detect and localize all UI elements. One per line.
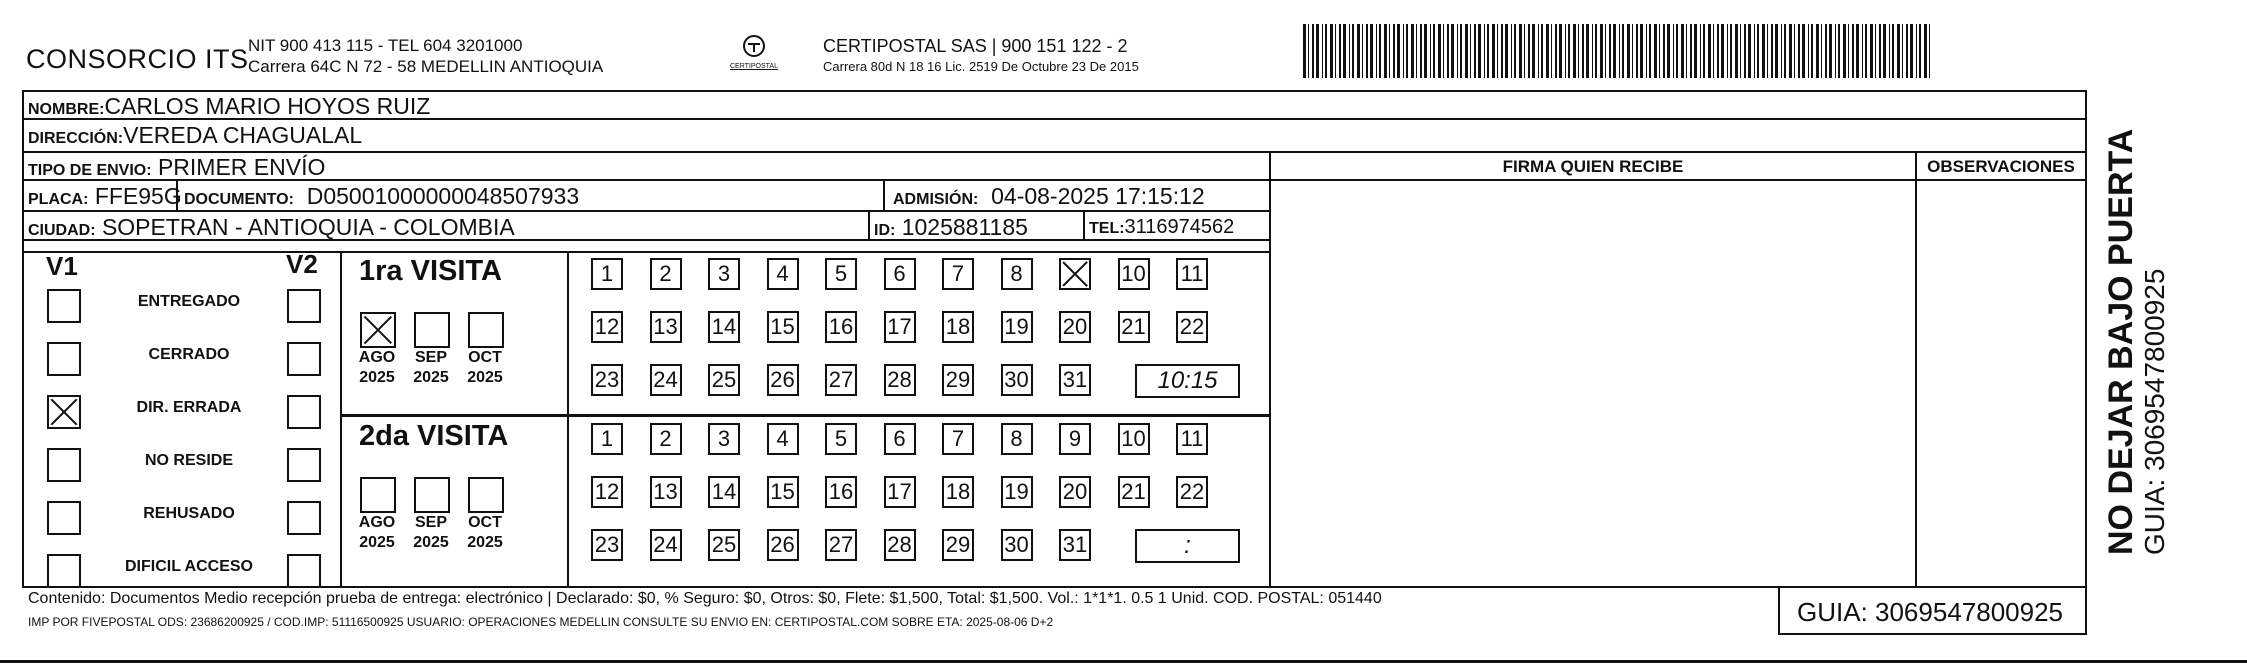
barcode-bar [1673,24,1674,78]
day-box[interactable]: 7 [942,258,974,290]
barcode-bar [1757,24,1759,78]
day-box[interactable]: 18 [942,311,974,343]
barcode-bar [1403,24,1404,78]
day-box[interactable]: 1 [591,423,623,455]
v1-checkbox[interactable] [47,554,81,588]
v1-checkbox[interactable] [47,501,81,535]
v2-checkbox[interactable] [287,342,321,376]
barcode-bar [1514,24,1516,78]
barcode-bar [1433,24,1435,78]
day-box[interactable]: 20 [1059,311,1091,343]
barcode-bar [1357,24,1360,78]
barcode-bar [1559,24,1562,78]
barcode-bar [1775,24,1778,78]
barcode-bar [1708,24,1711,78]
barcode-bar [1487,24,1489,78]
barcode-bar [1609,24,1611,78]
day-box[interactable]: 27 [825,529,857,561]
barcode-bar [1640,24,1643,78]
barcode-bar [1632,24,1633,78]
barcode-bar [1727,24,1728,78]
barcode-bar [1538,24,1539,78]
company-name: CONSORCIO ITS [26,44,249,74]
barcode-bar [1906,24,1908,78]
tel-label: TEL: [1089,220,1125,237]
time-box[interactable]: : [1135,529,1240,563]
barcode-bar [1856,24,1859,78]
barcode-bar [1600,24,1603,78]
day-box[interactable]: 1 [591,258,623,290]
barcode-bar [1312,24,1314,78]
day-box[interactable]: 7 [942,423,974,455]
barcode-bar [1322,24,1323,78]
nombre-value: CARLOS MARIO HOYOS RUIZ [104,93,431,119]
visit-title: 2da VISITA [359,420,509,452]
admision-row [893,183,1205,210]
certipostal-license: Carrera 80d N 18 16 Lic. 2519 De Octubre 23 De 2015 [823,59,1139,74]
v1-label: V1 [46,251,78,281]
barcode-bar [1767,24,1768,78]
month-label: SEP 2025 [413,514,449,551]
day-box[interactable] [1059,258,1091,290]
barcode-bar [1474,24,1476,78]
barcode-bar [1376,24,1377,78]
nombre-label: NOMBRE: [28,101,105,118]
barcode-bar [1484,24,1485,78]
day-box[interactable]: 30 [1001,529,1033,561]
barcode-bar [1325,24,1327,78]
side-guia: GUIA: 3069547800925 [2139,268,2170,555]
admision-label: ADMISIÓN: [893,191,979,208]
month-checkbox[interactable] [468,477,504,513]
day-box[interactable]: 21 [1118,476,1150,508]
v1-checkbox[interactable] [47,342,81,376]
day-box[interactable]: 6 [884,258,916,290]
barcode-bar [1613,24,1616,78]
day-box[interactable]: 23 [591,364,623,396]
barcode-bar [1541,24,1543,78]
barcode-bar [1730,24,1732,78]
v2-checkbox[interactable] [287,554,321,588]
day-box[interactable]: 25 [708,364,740,396]
tel-value: 3116974562 [1124,216,1235,238]
day-box[interactable]: 27 [825,364,857,396]
barcode-bar [1835,24,1836,78]
barcode-bar [1379,24,1381,78]
month-checkbox[interactable] [360,477,396,513]
day-box[interactable]: 16 [825,311,857,343]
barcode-bar [1929,24,1930,78]
barcode-bar [1694,24,1697,78]
barcode-bar [1586,24,1589,78]
barcode-bar [1438,24,1441,78]
barcode-bar [1511,24,1512,78]
day-box[interactable]: 3 [708,423,740,455]
barcode-bar [1659,24,1660,78]
v2-checkbox[interactable] [287,395,321,429]
documento-row [184,183,579,210]
barcode-bar [1829,24,1832,78]
barcode-bar [1843,24,1846,78]
day-box[interactable]: 19 [1001,311,1033,343]
barcode-bar [1568,24,1570,78]
barcode-bar [1524,24,1525,78]
barcode-bar [1497,24,1498,78]
month-checkbox[interactable] [414,312,450,348]
status-option-label: DIR. ERRADA [136,399,242,416]
barcode-bar [1717,24,1719,78]
barcode-bar [1762,24,1765,78]
barcode-bar [1528,24,1530,78]
day-box[interactable]: 15 [767,476,799,508]
month-checkbox[interactable] [414,477,450,513]
status-option-label: DIFICIL ACCESO [124,558,253,575]
status-option-label: CERRADO [148,346,230,363]
barcode-bar [1352,24,1354,78]
month-label: AGO 2025 [358,514,396,551]
barcode-bar [1875,24,1876,78]
day-box[interactable]: 17 [884,476,916,508]
barcode-bar [1443,24,1444,78]
barcode-bar [1703,24,1705,78]
barcode-bar [1919,24,1921,78]
barcode-bar [1627,24,1630,78]
barcode-bar [1883,24,1886,78]
barcode-bar [1848,24,1849,78]
month-label: OCT 2025 [467,349,503,386]
barcode-bar [1582,24,1584,78]
barcode-bar [1902,24,1903,78]
barcode-bar [1622,24,1624,78]
barcode-bar [1744,24,1746,78]
documento-label: DOCUMENTO: [184,191,294,208]
barcode-bar [1897,24,1900,78]
barcode-bar [1740,24,1741,78]
day-box[interactable]: 5 [825,258,857,290]
barcode-bar [1794,24,1795,78]
status-option-label: NO RESIDE [144,452,233,469]
day-box[interactable]: 8 [1001,258,1033,290]
barcode-bar [1686,24,1687,78]
documento-value: D05001000000048507933 [306,183,580,209]
day-box[interactable]: 24 [650,364,682,396]
day-box[interactable]: 19 [1001,476,1033,508]
barcode-bar [1362,24,1363,78]
ciudad-row [28,214,515,241]
month-label: AGO 2025 [358,349,396,386]
tipo-label: TIPO DE ENVIO: [28,162,152,179]
barcode-bar [1838,24,1840,78]
v1-checkbox[interactable] [47,289,81,323]
barcode-bar [1654,24,1657,78]
barcode-bar [1916,24,1917,78]
day-box[interactable]: 15 [767,311,799,343]
v1-checkbox[interactable] [47,448,81,482]
barcode-bar [1802,24,1805,78]
barcode-bar [1519,24,1522,78]
barcode-bar [1816,24,1819,78]
barcode-bar [1308,24,1309,78]
barcode-bar [1303,24,1306,78]
id-value: 1025881185 [901,214,1028,240]
logo-icon [739,34,769,58]
barcode-bar [1565,24,1566,78]
placa-value: FFE95G [94,183,182,209]
barcode-bar [1808,24,1809,78]
barcode-bar [1478,24,1481,78]
firma-header: FIRMA QUIEN RECIBE [1502,157,1684,176]
day-box[interactable]: 14 [708,311,740,343]
direccion-value: VEREDA CHAGUALAL [123,122,363,148]
barcode-bar [1546,24,1549,78]
day-box[interactable]: 14 [708,476,740,508]
placa-label: PLACA: [28,191,89,208]
barcode [1303,24,1937,78]
barcode-bar [1411,24,1414,78]
barcode-bar [1316,24,1319,78]
day-box[interactable]: 4 [767,258,799,290]
day-box[interactable]: 28 [884,529,916,561]
id-row [874,214,1028,241]
barcode-bar [1681,24,1684,78]
barcode-bar [1910,24,1913,78]
day-box[interactable]: 22 [1176,311,1208,343]
barcode-bar [1789,24,1792,78]
barcode-bar [1465,24,1468,78]
v2-checkbox[interactable] [287,448,321,482]
barcode-bar [1349,24,1350,78]
day-box[interactable]: 13 [650,311,682,343]
barcode-bar [1492,24,1495,78]
contenido-text: Contenido: Documentos Medio recepción prueba de entrega: electrónico | Declarado: $0, % Seguro: $0, Otros: $0, Flete: $1,500, Total: $1,500. Vol.: 1*1*1. 0.5 1 Unid. COD. POSTAL: 051440 [28,590,1382,607]
barcode-bar [1595,24,1597,78]
side-text [2102,129,2170,555]
direccion-row [28,122,362,149]
day-box[interactable]: 31 [1059,364,1091,396]
barcode-bar [1370,24,1373,78]
day-box[interactable]: 18 [942,476,974,508]
ciudad-label: CIUDAD: [28,222,96,239]
day-box[interactable]: 8 [1001,423,1033,455]
placa-row [28,183,182,210]
barcode-bar [1470,24,1471,78]
certipostal-info: CERTIPOSTAL SAS | 900 151 122 - 2 [823,36,1128,56]
barcode-bar [1551,24,1552,78]
day-box[interactable]: 20 [1059,476,1091,508]
barcode-bar [1663,24,1665,78]
day-box[interactable]: 29 [942,529,974,561]
footer-guia: GUIA: 3069547800925 [1797,597,2063,627]
barcode-bar [1330,24,1333,78]
barcode-bar [1416,24,1417,78]
barcode-bar [1892,24,1894,78]
day-box[interactable]: 2 [650,423,682,455]
v2-label: V2 [286,249,318,279]
barcode-bar [1389,24,1390,78]
tipo-row [28,154,325,181]
day-box[interactable]: 24 [650,529,682,561]
barcode-bar [1451,24,1454,78]
imp-text: IMP POR FIVEPOSTAL ODS: 23686200925 / COD.IMP: 51116500925 USUARIO: OPERACIONES MEDELLIN CONSULTE SU ENVIO EN: CERTIPOSTAL.COM SOBRE ETA: 2025-08-06 D+2 [28,615,1054,629]
barcode-bar [1862,24,1863,78]
day-box[interactable]: 11 [1176,423,1208,455]
month-checkbox[interactable] [360,312,396,348]
logo-caption: CERTIPOSTAL [730,63,778,70]
day-box[interactable]: 4 [767,423,799,455]
month-label: OCT 2025 [467,514,503,551]
day-box[interactable]: 28 [884,364,916,396]
barcode-bar [1924,24,1927,78]
barcode-bar [1605,24,1606,78]
v1-checkbox[interactable] [47,395,81,429]
barcode-bar [1573,24,1576,78]
barcode-bar [1646,24,1647,78]
barcode-bar [1393,24,1395,78]
barcode-bar [1667,24,1670,78]
barcode-bar [1339,24,1341,78]
time-box[interactable]: 10:15 [1135,364,1240,398]
barcode-bar [1771,24,1773,78]
day-box[interactable]: 10 [1118,258,1150,290]
barcode-bar [1424,24,1427,78]
barcode-bar [1781,24,1782,78]
day-box[interactable]: 9 [1059,423,1091,455]
barcode-bar [1852,24,1854,78]
barcode-bar [1690,24,1692,78]
id-label: ID: [874,222,896,239]
status-option-label: ENTREGADO [137,293,241,310]
barcode-bar [1821,24,1822,78]
day-box[interactable]: 16 [825,476,857,508]
barcode-bar [1784,24,1786,78]
barcode-bar [1754,24,1755,78]
barcode-bar [1501,24,1503,78]
direccion-label: DIRECCIÓN: [28,130,124,147]
day-box[interactable]: 11 [1176,258,1208,290]
day-box[interactable]: 3 [708,258,740,290]
day-box[interactable]: 26 [767,364,799,396]
tel-row [1089,216,1234,239]
barcode-bar [1865,24,1867,78]
barcode-bar [1578,24,1579,78]
signature-area[interactable] [1271,181,1915,586]
barcode-bar [1406,24,1408,78]
barcode-bar [1649,24,1651,78]
day-box[interactable]: 29 [942,364,974,396]
observaciones-header: OBSERVACIONES [1927,157,2075,176]
nombre-row [28,93,430,120]
observations-area[interactable] [1917,181,2085,586]
barcode-bar [1592,24,1593,78]
v2-checkbox[interactable] [287,289,321,323]
barcode-bar [1505,24,1508,78]
day-box[interactable]: 21 [1118,311,1150,343]
barcode-bar [1798,24,1800,78]
barcode-bar [1879,24,1881,78]
barcode-bar [1430,24,1431,78]
day-box[interactable]: 22 [1176,476,1208,508]
day-box[interactable]: 13 [650,476,682,508]
barcode-bar [1676,24,1678,78]
day-box[interactable]: 12 [591,476,623,508]
certipostal-logo [724,34,784,70]
side-warning: NO DEJAR BAJO PUERTA [2102,128,2140,555]
barcode-bar [1721,24,1724,78]
status-option-label: REHUSADO [143,505,235,522]
barcode-bar [1700,24,1701,78]
admision-value: 04-08-2025 17:15:12 [991,183,1205,209]
barcode-bar [1825,24,1827,78]
barcode-bar [1343,24,1346,78]
barcode-bar [1384,24,1387,78]
barcode-bar [1735,24,1738,78]
day-box[interactable]: 30 [1001,364,1033,396]
day-box[interactable]: 5 [825,423,857,455]
barcode-bar [1713,24,1714,78]
barcode-bar [1447,24,1449,78]
barcode-bar [1397,24,1400,78]
barcode-bar [1555,24,1557,78]
barcode-bar [1748,24,1751,78]
company-nit: NIT 900 413 115 - TEL 604 3201000 [248,36,523,55]
day-box[interactable]: 10 [1118,423,1150,455]
barcode-bar [1366,24,1368,78]
barcode-bar [1889,24,1890,78]
v2-checkbox[interactable] [287,501,321,535]
barcode-bar [1335,24,1336,78]
barcode-bar [1532,24,1535,78]
day-box[interactable]: 26 [767,529,799,561]
visit-title: 1ra VISITA [359,255,502,287]
tipo-value: PRIMER ENVÍO [157,154,326,180]
company-address: Carrera 64C N 72 - 58 MEDELLIN ANTIOQUIA [248,57,604,76]
day-box[interactable]: 31 [1059,529,1091,561]
barcode-bar [1870,24,1873,78]
barcode-bar [1457,24,1458,78]
barcode-bar [1636,24,1638,78]
day-box[interactable]: 23 [591,529,623,561]
month-label: SEP 2025 [413,349,449,386]
day-box[interactable]: 2 [650,258,682,290]
day-box[interactable]: 25 [708,529,740,561]
day-box[interactable]: 6 [884,423,916,455]
day-box[interactable]: 12 [591,311,623,343]
ciudad-value: SOPETRAN - ANTIOQUIA - COLOMBIA [101,214,515,240]
day-box[interactable]: 17 [884,311,916,343]
month-checkbox[interactable] [468,312,504,348]
barcode-bar [1460,24,1462,78]
barcode-bar [1619,24,1620,78]
barcode-bar [1420,24,1422,78]
barcode-bar [1811,24,1813,78]
